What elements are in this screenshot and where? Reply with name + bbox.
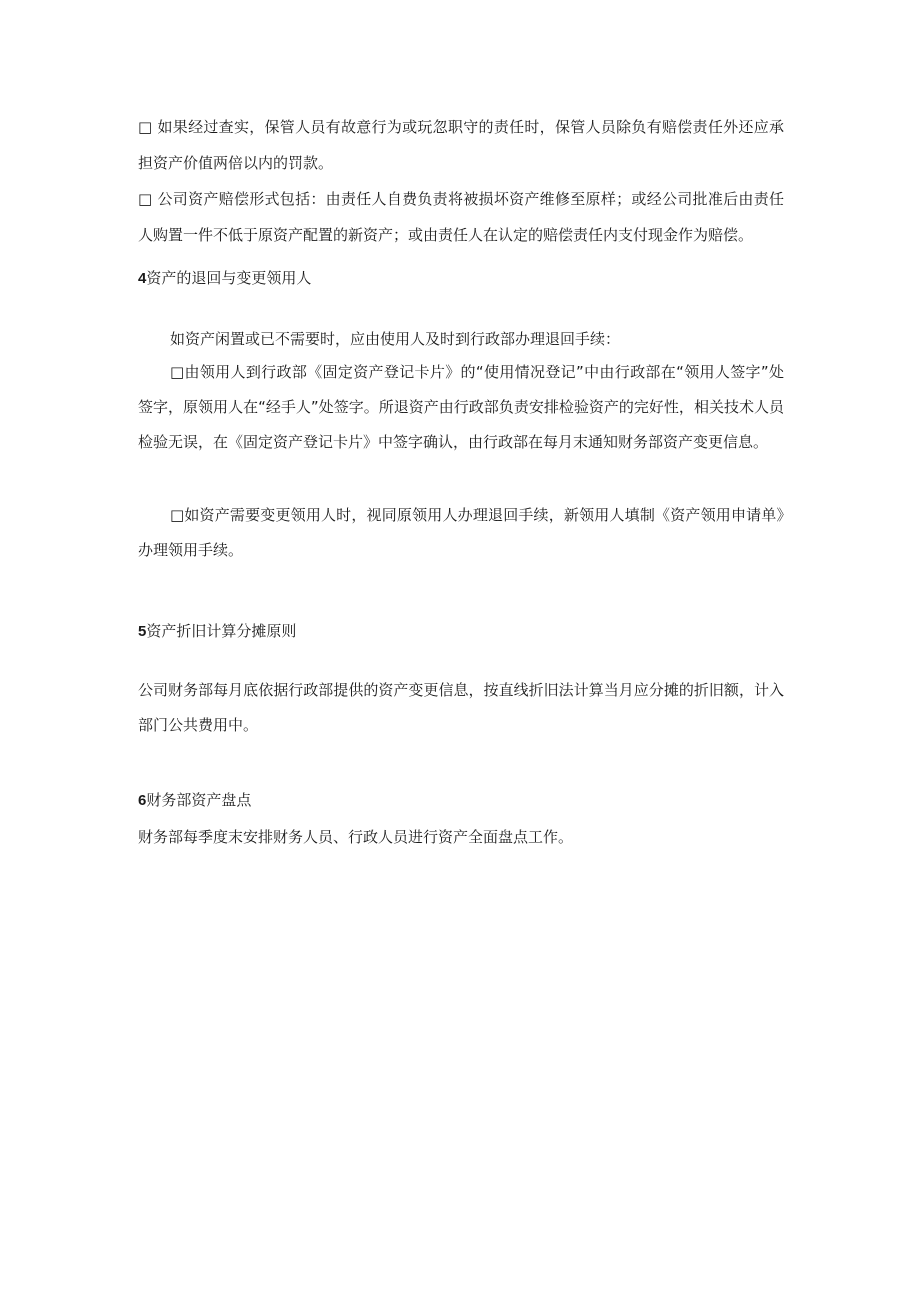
section-4-intro [138, 322, 784, 357]
section-title: 资产的退回与变更领用人 [146, 269, 312, 287]
paragraph-return-procedure: □由领用人到行政部《固定资产登记卡片》的“使用情况登记”中由行政部在“领用人签字”处签字，原领用人在“经手人”处签字。所退资产由行政部负责安排检验资产的完好性，相关技术人员检验无误，在《固定资产登记卡片》中签字确认，由行政部在每月末通知财务部资产变更信息。 [138, 363, 784, 451]
penalty-clause [138, 109, 784, 181]
paragraph-change-user: □如资产需要变更领用人时，视同原领用人办理退回手续，新领用人填制《资产领用申请单》办理领用手续。 [138, 506, 784, 559]
section-number: 4 [138, 270, 147, 287]
section-number: 6 [138, 792, 147, 809]
section-4-item-1 [138, 355, 784, 460]
section-4-heading [138, 267, 784, 290]
paragraph-penalty: □ 如果经过查实，保管人员有故意行为或玩忽职守的责任时，保管人员除负有赔偿责任外还应承担资产价值两倍以内的罚款。 [138, 118, 784, 172]
compensation-clause [138, 181, 784, 253]
section-4-item-2 [138, 498, 784, 568]
paragraph-depreciation: 公司财务部每月底依据行政部提供的资产变更信息，按直线折旧法计算当月应分摊的折旧额，计入部门公共费用中。 [138, 681, 784, 734]
section-title: 财务部资产盘点 [146, 791, 252, 809]
section-6-heading [138, 789, 784, 812]
section-number: 5 [138, 623, 147, 640]
paragraph-inventory: 财务部每季度末安排财务人员、行政人员进行资产全面盘点工作。 [138, 828, 574, 846]
section-5-body [138, 673, 784, 743]
paragraph-return-intro: 如资产闲置或已不需要时，应由使用人及时到行政部办理退回手续： [170, 330, 621, 348]
section-6-body [138, 820, 784, 855]
section-title: 资产折旧计算分摊原则 [146, 622, 297, 640]
section-5-heading [138, 620, 784, 643]
paragraph-compensation-forms: □ 公司资产赔偿形式包括：由责任人自费负责将被损坏资产维修至原样；或经公司批准后由责任人购置一件不低于原资产配置的新资产；或由责任人在认定的赔偿责任内支付现金作为赔偿。 [138, 190, 784, 244]
